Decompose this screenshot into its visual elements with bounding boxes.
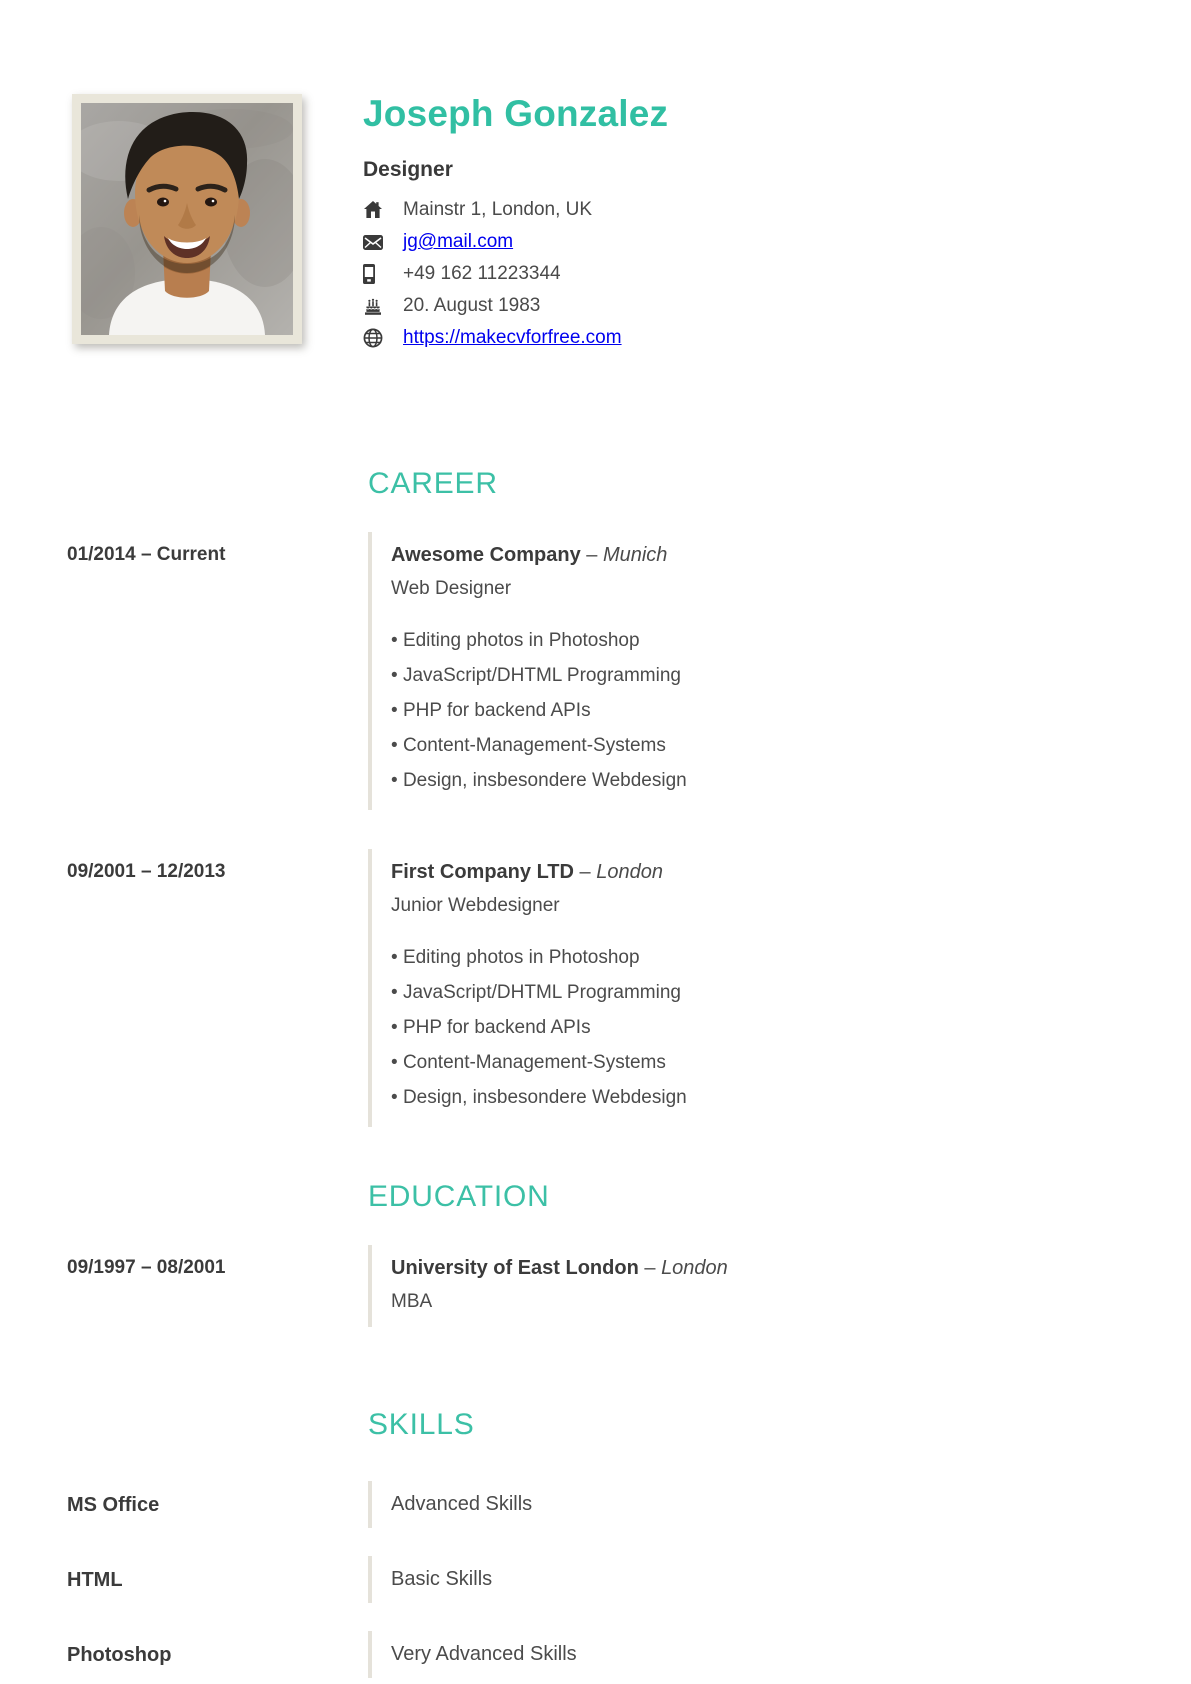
task-item: • Design, insbesondere Webdesign <box>391 763 1128 798</box>
degree-title: MBA <box>391 1291 433 1312</box>
company-location-separator: – <box>579 861 591 883</box>
header-info <box>363 94 668 354</box>
birthday-icon <box>363 296 387 316</box>
website-text <box>403 327 622 349</box>
skill-level: Basic Skills <box>368 1556 1128 1603</box>
skill-name: MS Office <box>67 1494 160 1516</box>
birthday-text: 20. August 1983 <box>403 295 541 316</box>
entry-title-line <box>391 855 1128 889</box>
career-entry <box>63 532 1128 810</box>
profile-photo <box>72 94 302 344</box>
section-heading-career: CAREER <box>368 467 498 500</box>
school-location-separator: – <box>644 1257 656 1279</box>
company-name: First Company LTD <box>391 861 574 883</box>
company-name: Awesome Company <box>391 544 581 566</box>
email-link[interactable]: jg@mail.com <box>403 231 514 252</box>
task-item: • PHP for backend APIs <box>391 1010 1128 1045</box>
contact-row-email <box>363 226 668 258</box>
contact-row-website <box>363 322 668 354</box>
website-link[interactable]: https://makecvforfree.com <box>403 327 622 348</box>
skill-row <box>63 1556 1128 1603</box>
cv-body <box>63 466 1128 1678</box>
phone-icon <box>363 264 387 284</box>
task-item: • Content-Management-Systems <box>391 728 1128 763</box>
entry-body <box>368 532 1128 810</box>
company-location: Munich <box>602 544 668 566</box>
home-icon <box>363 200 387 220</box>
section-heading-education: EDUCATION <box>368 1180 550 1213</box>
address-text: Mainstr 1, London, UK <box>403 199 593 220</box>
section-heading-skills: SKILLS <box>368 1408 475 1441</box>
cv-header <box>63 94 1128 354</box>
skill-row <box>63 1631 1128 1678</box>
position-title: Junior Webdesigner <box>391 895 560 916</box>
task-item: • Design, insbesondere Webdesign <box>391 1080 1128 1115</box>
task-list <box>391 940 1128 1115</box>
person-name: Joseph Gonzalez <box>363 93 669 134</box>
education-entry <box>63 1245 1128 1327</box>
school-name: University of East London <box>391 1257 639 1279</box>
portrait-illustration <box>81 103 293 335</box>
task-item: • JavaScript/DHTML Programming <box>391 658 1128 693</box>
company-location-separator: – <box>586 544 598 566</box>
task-item: • JavaScript/DHTML Programming <box>391 975 1128 1010</box>
position-title: Web Designer <box>391 578 512 599</box>
task-list <box>391 623 1128 798</box>
entry-dates: 01/2014 – Current <box>67 544 226 565</box>
job-title: Designer <box>363 158 453 181</box>
mail-icon <box>363 235 387 250</box>
entry-body <box>368 849 1128 1127</box>
contact-row-birthday <box>363 290 668 322</box>
task-item: • PHP for backend APIs <box>391 693 1128 728</box>
phone-text: +49 162 11223344 <box>403 263 561 284</box>
contact-row-address <box>363 194 668 226</box>
entry-title-line <box>391 1251 1128 1285</box>
skill-level: Very Advanced Skills <box>368 1631 1128 1678</box>
task-item: • Editing photos in Photoshop <box>391 940 1128 975</box>
entry-body <box>368 1245 1128 1327</box>
skill-level: Advanced Skills <box>368 1481 1128 1528</box>
entry-dates: 09/1997 – 08/2001 <box>67 1257 226 1278</box>
globe-icon <box>363 328 387 348</box>
career-entry <box>63 849 1128 1127</box>
email-text <box>403 231 513 253</box>
school-location: London <box>661 1257 728 1279</box>
company-location: London <box>596 861 663 883</box>
skill-name: HTML <box>67 1569 123 1591</box>
entry-dates: 09/2001 – 12/2013 <box>67 861 226 882</box>
entry-title-line <box>391 538 1128 572</box>
contact-list <box>363 194 668 354</box>
skill-name: Photoshop <box>67 1644 172 1666</box>
contact-row-phone <box>363 258 668 290</box>
skill-row <box>63 1481 1128 1528</box>
task-item: • Content-Management-Systems <box>391 1045 1128 1080</box>
task-item: • Editing photos in Photoshop <box>391 623 1128 658</box>
